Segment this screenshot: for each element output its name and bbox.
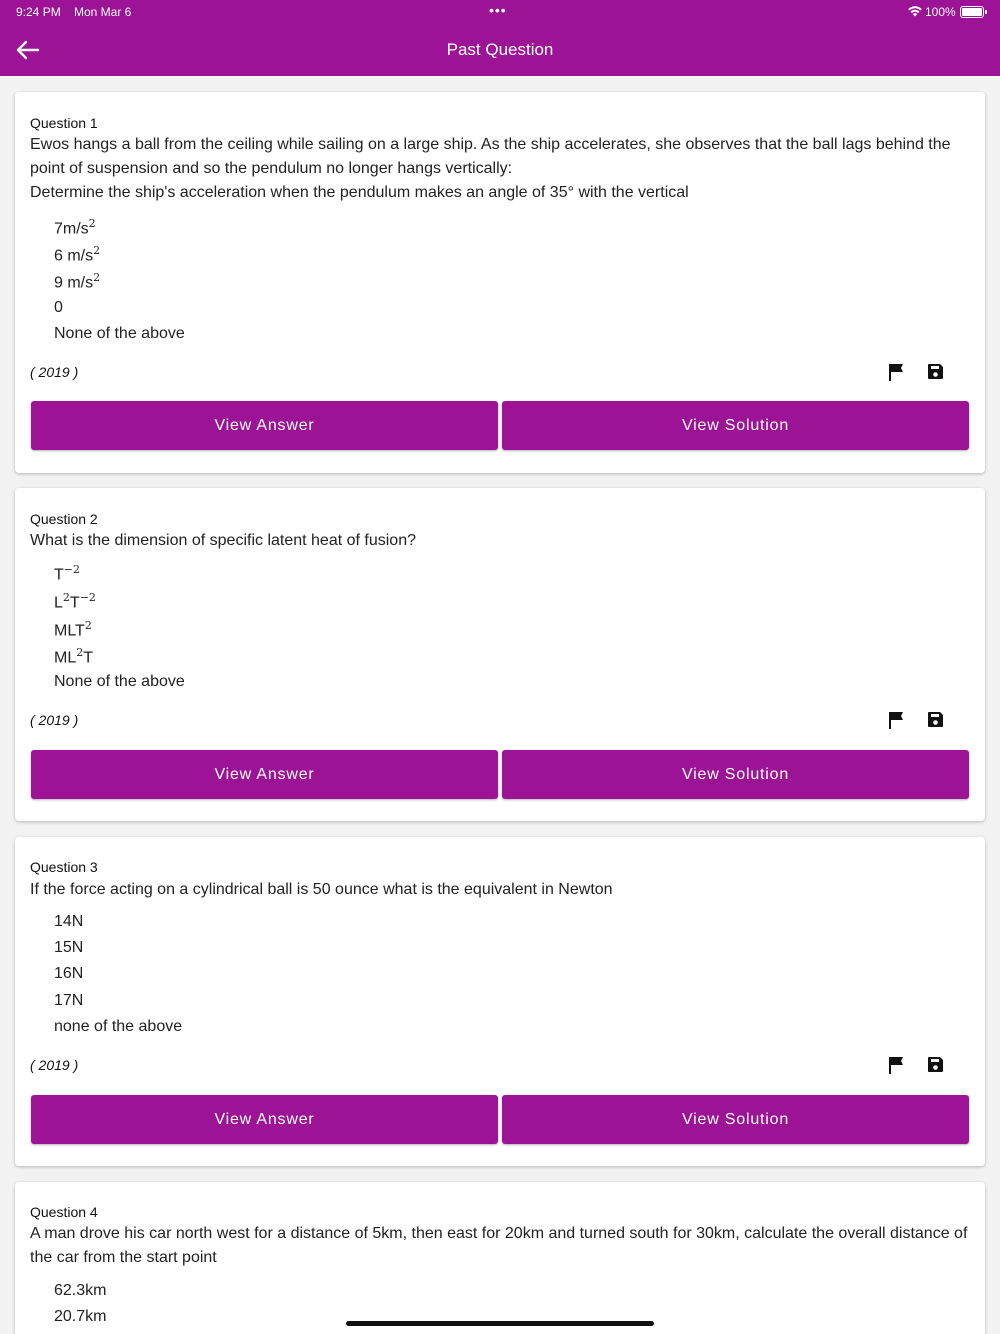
battery-icon [960, 6, 984, 18]
question-number: Question 1 [30, 115, 98, 131]
option-2[interactable]: 15N [54, 939, 84, 956]
option-1[interactable]: $7m/s^2$ [54, 217, 96, 238]
app-bar [0, 0, 1000, 76]
question-card-4 [15, 1182, 985, 1334]
flag-icon[interactable] [888, 1056, 904, 1074]
option-4[interactable]: 17N [54, 992, 84, 1009]
question-text-continued: Determine the ship's acceleration when the pendulum makes an angle of 35° with the vertical [30, 184, 689, 201]
multitask-dots-icon[interactable]: ••• [489, 2, 507, 18]
status-time: 9:24 PM [16, 5, 61, 19]
option-2[interactable]: 6 $m/s^2$ [54, 244, 101, 265]
option-1[interactable]: 62.3km [54, 1282, 107, 1299]
option-4[interactable]: $ML^2T$ [54, 646, 94, 667]
page-title: Past Question [446, 40, 554, 59]
view-solution-button[interactable]: View Solution [502, 750, 969, 799]
flag-icon[interactable] [888, 711, 904, 729]
option-5[interactable]: none of the above [54, 1018, 183, 1035]
flag-icon[interactable] [888, 363, 904, 381]
option-2[interactable]: $L^2T^{-2}$ [54, 591, 96, 612]
question-number: Question 4 [30, 1204, 98, 1220]
option-1[interactable]: $T^{-2}$ [54, 563, 80, 584]
save-icon[interactable] [927, 1056, 944, 1073]
option-2[interactable]: 20.7km [54, 1308, 107, 1325]
question-text: If the force acting on a cylindrical ball is 50 ounce what is the equivalent in Newton [30, 881, 613, 898]
question-card-1 [15, 92, 985, 473]
question-number: Question 3 [30, 859, 98, 875]
option-4[interactable]: 0 [54, 299, 63, 316]
save-icon[interactable] [927, 711, 944, 728]
status-date: Mon Mar 6 [74, 5, 132, 19]
home-indicator[interactable] [346, 1321, 654, 1326]
view-solution-button[interactable]: View Solution [502, 1095, 969, 1144]
wifi-icon [907, 4, 923, 18]
question-year: ( 2019 ) [30, 1057, 79, 1073]
status-bar [0, 0, 1000, 24]
view-solution-button[interactable]: View Solution [502, 401, 969, 450]
question-card-3 [15, 837, 985, 1166]
option-5[interactable]: None of the above [54, 673, 185, 690]
view-answer-button[interactable]: View Answer [31, 401, 498, 450]
question-number: Question 2 [30, 511, 98, 527]
option-3[interactable]: MLT$^2$ [54, 619, 92, 640]
question-year: ( 2019 ) [30, 364, 79, 380]
question-text: What is the dimension of specific latent heat of fusion? [30, 532, 416, 549]
question-text: Ewos hangs a ball from the ceiling while sailing on a large ship. As the ship accelerates, she observes that the ball lags behind the point of suspension and so the pendulum no longer hangs vertically: [30, 136, 951, 177]
question-text: A man drove his car north west for a distance of 5km, then east for 20km and turned south for 30km, calculate the overall distance of the car from the start point [30, 1225, 968, 1266]
option-5[interactable]: None of the above [54, 325, 185, 342]
view-answer-button[interactable]: View Answer [31, 1095, 498, 1144]
battery-percent: 100% [925, 5, 956, 19]
option-3[interactable]: 9 $m/s^2$ [54, 271, 101, 292]
save-icon[interactable] [927, 363, 944, 380]
option-1[interactable]: 14N [54, 913, 84, 930]
question-card-2 [15, 488, 985, 821]
question-year: ( 2019 ) [30, 712, 79, 728]
option-3[interactable]: 16N [54, 965, 84, 982]
view-answer-button[interactable]: View Answer [31, 750, 498, 799]
